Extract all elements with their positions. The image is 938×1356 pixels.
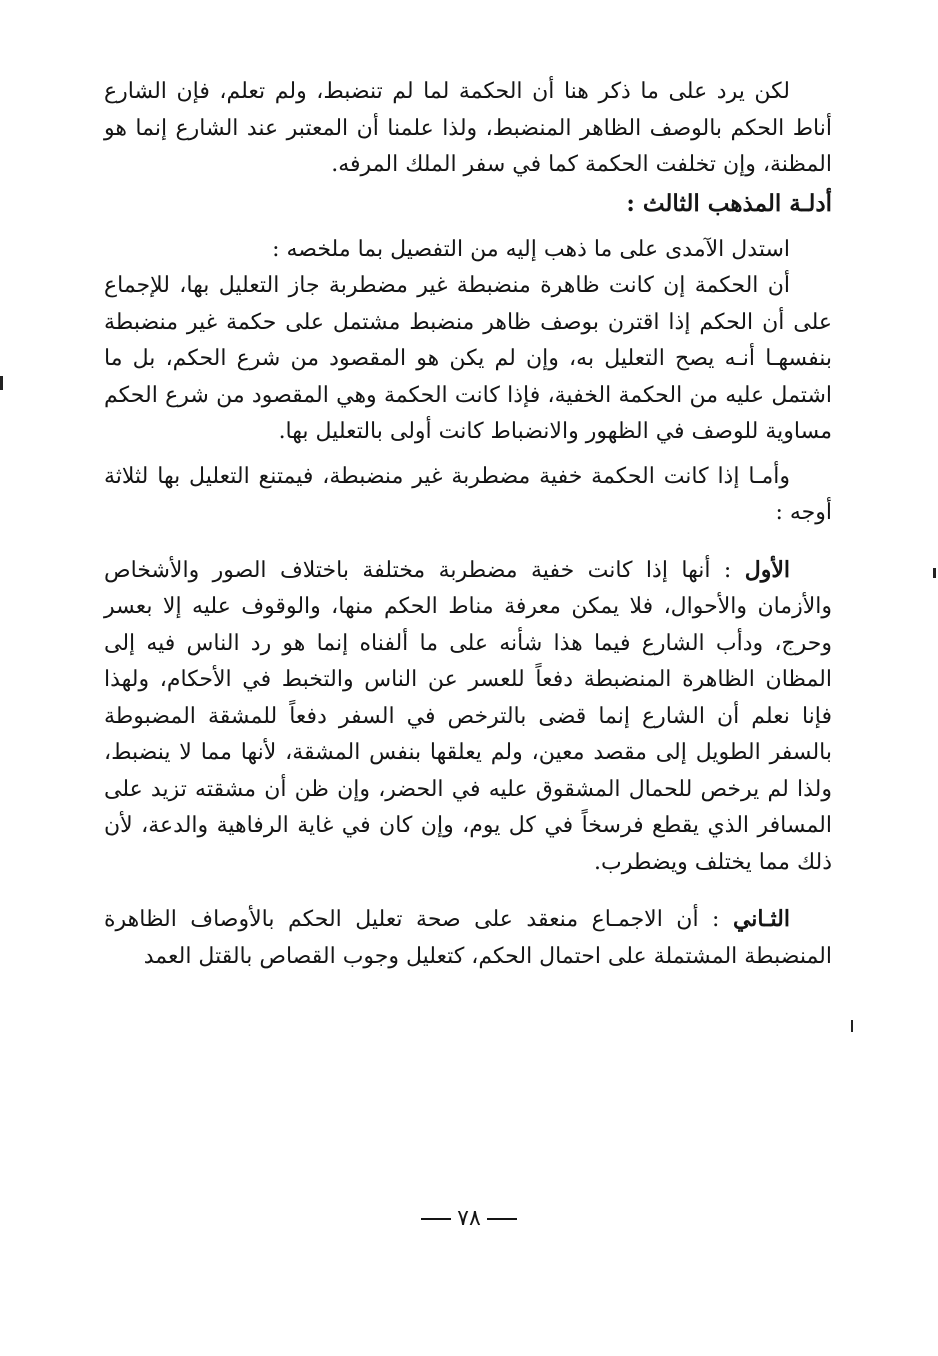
paragraph-3: أن الحكمة إن كانت ظاهرة منضبطة غير مضطربة جاز التعليل بها، للإجماع على أن الحكم إذا اقترن بوصف ظاهر منضبط مشتمل على حكمة غير منضبطة بنفسهـا أنـه يصح التعليل به، وإن لم يكن هو المقصود من شرع الحكم، بل ما اشتمل عليه من الحكمة الخفية، فإذا كانت الحكمة وهي المقصود من شرع الحكم مساوية للوصف في الظهور والانضباط كانت أولى بالتعليل بها. [104,273,832,444]
scan-margin-mark [0,376,3,390]
paragraph-5-text: : أنها إذا كانت خفية مضطربة مختلفة باختلاف الصور والأشخاص والأزمان والأحوال، فلا يمكن معرفة مناط الحكم منها، والوقوف عليه إلا بعسر وحرج، ودأب الشارع فيما هذا شأنه على ما ألفناه إنما هو رد الناس فيه إلى المظان الظاهرة المنضبطة دفعاً للعسر عن الناس والتخبط في الأحكام، ولهذا فإنا نعلم أن الشارع إنما قضى بالترخص في السفر دفعاً للمشقة المضبوطة بالسفر الطويل إلى مقصد معين، ولم يعلقها بنفس المشقة، لأنها مما لا ينضبط، ولذا لم يرخص للحمال المشقوق عليه في الحضر، وإن ظن أن مشقته تزيد على المسافر الذي يقطع فرسخاً في كل يوم، وإن كان في غاية الرفاهية والدعة، لأن ذلك مما يختلف ويضطرب. [104,557,832,875]
page-body [104,74,832,975]
term-second: الثـاني [732,906,790,932]
page-number-dash-left [487,1218,517,1220]
paragraph-4: وأمـا إذا كانت الحكمة خفية مضطربة غير منضبطة، فيمتنع التعليل بها لثلاثة أوجه : [104,463,832,525]
paragraph-6-text: : أن الاجمـاع منعقد على صحة تعليل الحكم بالأوصاف الظاهرة المنضبطة المشتملة على احتمال الحكم، كتعليل وجوب القصاص بالقتل العمد [104,907,832,969]
page-number [0,1206,938,1231]
paragraph-6 [104,901,832,975]
page-number-dash-right [421,1218,451,1220]
page-number-value: ٧٨ [457,1206,481,1231]
paragraph-5 [104,552,832,882]
term-first: الأول [744,556,790,583]
paragraph-2: استدل الآمدى على ما ذهب إليه من التفصيل بما ملخصه : [272,236,790,262]
section-heading: أدلـة المذهب الثالث : [626,189,832,217]
scan-margin-mark [933,568,936,578]
scan-margin-mark [851,1020,853,1032]
paragraph-1: لكن يرد على ما ذكر هنا أن الحكمة لما لم تنضبط، ولم تعلم، فإن الشارع أناط الحكم بالوصف الظاهر المنضبط، ولذا علمنا أن المعتبر عند الشارع إنما هو المظنة، وإن تخلفت الحكمة كما في سفر الملك المرفه. [104,79,832,177]
